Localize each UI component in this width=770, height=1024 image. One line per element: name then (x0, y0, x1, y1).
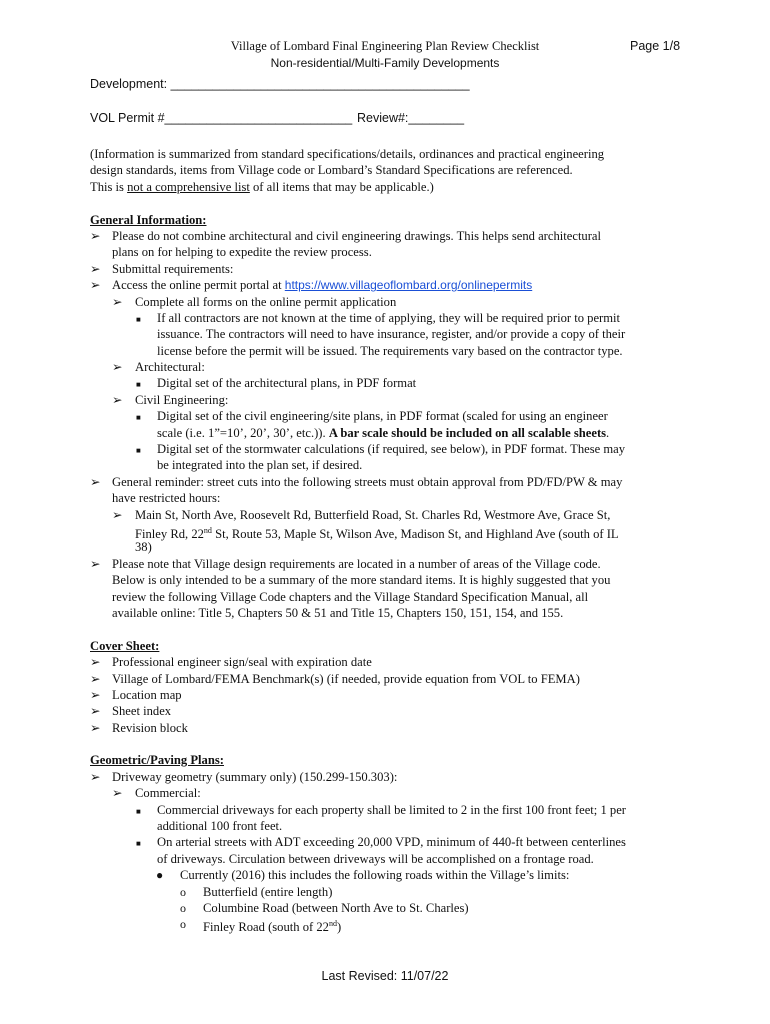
list-item: ➢ Revision block (90, 720, 188, 735)
square-bullet-icon: ■ (136, 806, 141, 816)
square-bullet-icon: ■ (136, 839, 141, 849)
arrow-bullet-icon: ➢ (112, 507, 123, 522)
arrow-bullet-icon: ➢ (90, 704, 101, 719)
list-item: ■ On arterial streets with ADT exceeding 20,000 VPD, minimum of 440-ft between centerlines (90, 834, 690, 850)
list-item: ■ Digital set of the stormwater calculations (if required, see below), in PDF format. These may (90, 441, 690, 457)
list-item: o Finley Road (south of 22nd) (180, 917, 342, 935)
arrow-bullet-icon: ➢ (90, 556, 101, 571)
review-field[interactable]: Review#:________ (357, 111, 465, 125)
dot-bullet-icon: ● (156, 868, 164, 883)
list-item: o Butterfield (entire length) (180, 884, 333, 899)
list-item-cont: be integrated into the plan set, if desired. (157, 458, 363, 473)
list-item: ➢ Location map (90, 687, 182, 702)
list-item-cont: plans on for helping to expedite the review process. (112, 245, 372, 260)
list-item: ➢ Sheet index (90, 704, 172, 719)
list-item-cont: review the following Village Code chapters and the Village Standard Specification Manual, all (112, 589, 589, 604)
list-item: ■ Digital set of the architectural plans, in PDF format (90, 375, 690, 391)
list-item-cont: scale (i.e. 1”=10’, 20’, 30’, etc.)). A bar scale should be included on all scalable sheets. (157, 425, 610, 440)
list-item-cont: available online: Title 5, Chapters 50 & 51 and Title 15, Chapters 150, 151, 154, and 155. (112, 605, 564, 620)
arrow-bullet-icon: ➢ (90, 671, 101, 686)
arrow-bullet-icon: ➢ (112, 786, 123, 801)
checklist-body (90, 146, 690, 933)
arrow-bullet-icon: ➢ (112, 392, 123, 407)
intro-line: (Information is summarized from standard specifications/details, ordinances and practical engineering (90, 147, 605, 161)
list-item: ➢ General reminder: street cuts into the following streets must obtain approval from PD/FD/PW & may (90, 474, 623, 489)
list-item: ● Currently (2016) this includes the following roads within the Village’s limits: (156, 868, 570, 883)
list-item-cont: have restricted hours: (112, 491, 221, 506)
document-title: Village of Lombard Final Engineering Plan Review Checklist (230, 39, 540, 53)
list-item-cont: license before the permit will be issued. The requirements vary based on the contractor type. (157, 343, 623, 358)
list-item: ➢ Architectural: (112, 360, 205, 375)
section-heading-geometric: Geometric/Paving Plans: (90, 753, 224, 768)
list-item-cont: of driveways. Circulation between driveways will be accomplished on a frontage road. (157, 851, 594, 866)
development-field[interactable]: Development: ___________________________________________ (90, 77, 470, 91)
section-heading-general: General Information: (90, 212, 207, 227)
circle-bullet-icon: o (180, 900, 186, 915)
list-item: ➢ Please note that Village design requirements are located in a number of areas of the Village code. (90, 556, 601, 571)
list-item: ➢ Commercial: (112, 786, 201, 801)
arrow-bullet-icon: ➢ (112, 360, 123, 375)
list-item: ➢ Access the online permit portal at https://www.villageoflombard.org/onlinepermits (90, 278, 533, 293)
square-bullet-icon: ■ (136, 314, 141, 324)
intro-line: This is not a comprehensive list of all items that may be applicable.) (90, 179, 434, 194)
permit-field[interactable]: VOL Permit #___________________________ (90, 111, 353, 125)
list-item: ➢ Main St, North Ave, Roosevelt Rd, Butterfield Road, St. Charles Rd, Westmore Ave, Grace St, (112, 507, 611, 522)
arrow-bullet-icon: ➢ (90, 655, 101, 670)
square-bullet-icon: ■ (136, 446, 141, 456)
list-item: ■ Commercial driveways for each property shall be limited to 2 in the first 100 front feet; 1 per (90, 802, 690, 818)
list-item-cont: Finley Rd, 22nd St, Route 53, Maple St, Wilson Ave, Madison St, and Highland Ave (south of IL (135, 525, 619, 542)
intro-line: design standards, items from Village code or Lombard’s Standard Specifications are referenced. (90, 163, 573, 178)
list-item-cont: Below is only intended to be a summary of the more standard items. It is highly suggested that you (112, 573, 611, 588)
page-number: Page 1/8 (630, 39, 681, 53)
last-revised-footer: Last Revised: 11/07/22 (321, 969, 449, 983)
square-bullet-icon: ■ (136, 413, 141, 423)
list-item: o Columbine Road (between North Ave to St. Charles) (180, 900, 469, 915)
list-item: ➢ Professional engineer sign/seal with expiration date (90, 655, 372, 670)
arrow-bullet-icon: ➢ (90, 474, 101, 489)
document-subtitle: Non-residential/Multi-Family Developments (270, 56, 500, 70)
square-bullet-icon: ■ (136, 380, 141, 390)
online-permits-link[interactable]: https://www.villageoflombard.org/onlinepermits (284, 278, 533, 293)
arrow-bullet-icon: ➢ (90, 278, 101, 293)
arrow-bullet-icon: ➢ (90, 769, 101, 784)
list-item: ➢ Submittal requirements: (90, 261, 234, 276)
arrow-bullet-icon: ➢ (90, 687, 101, 702)
list-item: ■ Digital set of the civil engineering/site plans, in PDF format (scaled for using an engineer (90, 408, 690, 424)
list-item-cont: issuance. The contractors will need to have insurance, register, and/or provide a copy of their (157, 327, 626, 342)
arrow-bullet-icon: ➢ (90, 720, 101, 735)
list-item-cont: additional 100 front feet. (157, 819, 283, 834)
arrow-bullet-icon: ➢ (90, 261, 101, 276)
circle-bullet-icon: o (180, 884, 186, 899)
list-item: ➢ Village of Lombard/FEMA Benchmark(s) (if needed, provide equation from VOL to FEMA) (90, 671, 580, 686)
list-item: ➢ Driveway geometry (summary only) (150.299-150.303): (90, 769, 398, 784)
arrow-bullet-icon: ➢ (112, 294, 123, 309)
arrow-bullet-icon: ➢ (90, 228, 101, 243)
list-item: ➢ Please do not combine architectural and civil engineering drawings. This helps send architectural (90, 228, 602, 243)
list-item: ➢ Civil Engineering: (112, 392, 229, 407)
list-item: ➢ Complete all forms on the online permit application (112, 294, 397, 309)
list-item: ■ If all contractors are not known at the time of applying, they will be required prior to permit (90, 310, 690, 326)
circle-bullet-icon: o (180, 917, 186, 932)
list-item-cont: 38) (135, 540, 152, 555)
emphasis-text: not a comprehensive list (127, 179, 250, 194)
section-heading-cover: Cover Sheet: (90, 638, 160, 653)
bold-note: A bar scale should be included on all scalable sheets (328, 425, 607, 440)
